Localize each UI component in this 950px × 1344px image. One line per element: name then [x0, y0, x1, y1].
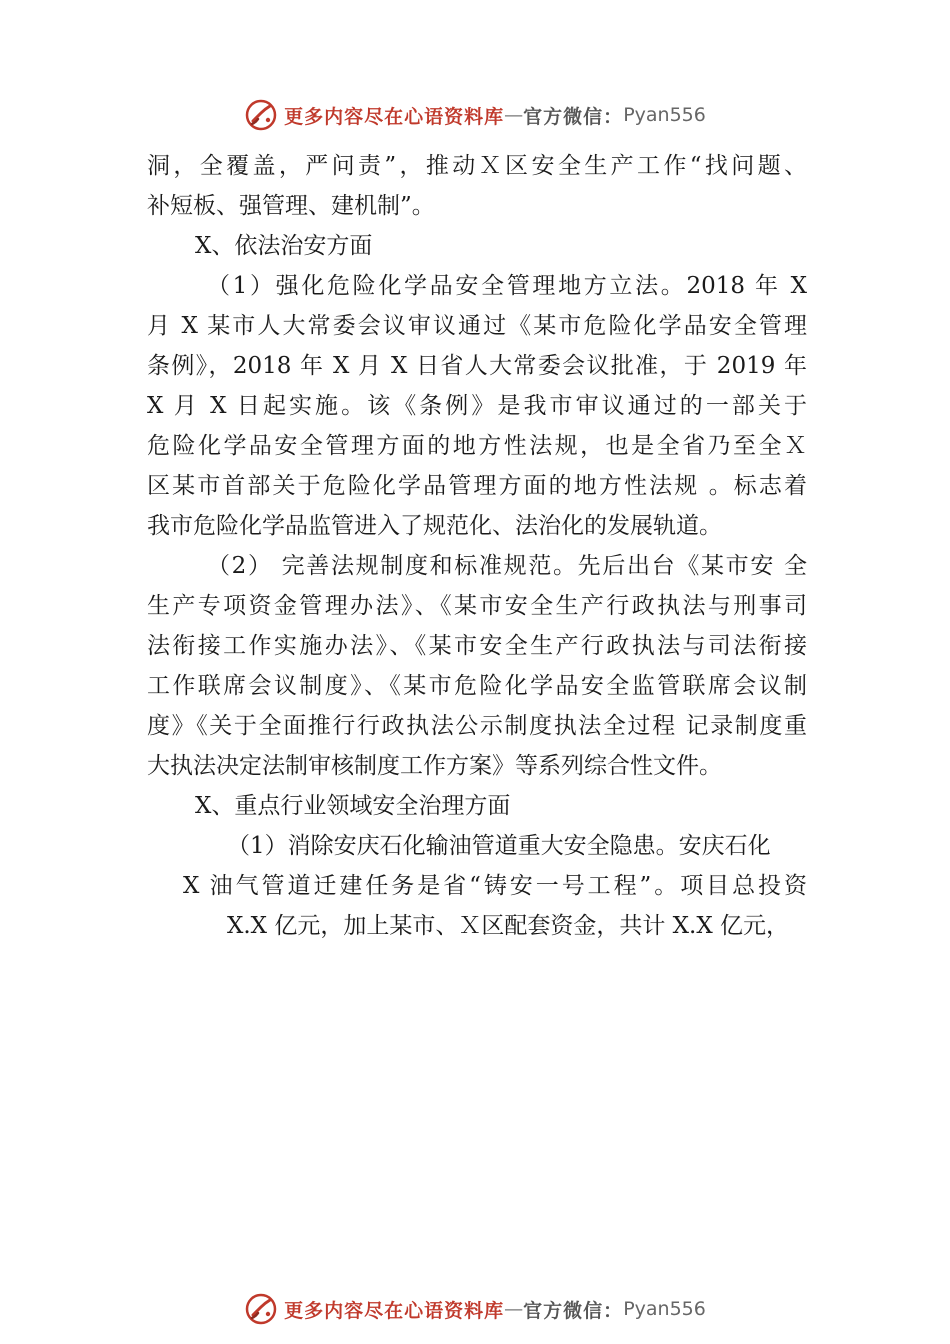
body-line: X 油气管道迁建任务是省“铸安一号工程”。项目总投资 [183, 873, 807, 899]
body-line: 洞，全覆盖，严问责”，推动Ｘ区安全生产工作“找问题、 [147, 153, 807, 179]
header-banner [0, 95, 950, 135]
body-line: X 月 X 日起实施。该《条例》是我市审议通过的一部关于 [147, 393, 807, 419]
body-line: 补短板、强管理、建机制”。 [147, 193, 435, 219]
body-line: X.X 亿元，加上某市、Ｘ区配套资金，共计 X.X 亿元， [227, 913, 790, 939]
banner-dash: — [504, 104, 524, 126]
banner-main-text: 更多内容尽在心语资料库 [284, 1299, 505, 1322]
body-line: （2） 完善法规制度和标准规范。先后出台《某市安 全 [207, 553, 807, 579]
document-body [147, 146, 807, 946]
brush-logo-icon [244, 1292, 278, 1326]
banner-wechat-label: 官方微信： [523, 105, 624, 128]
body-line: 条例》，2018 年 X 月 X 日省人大常委会议批准，于 2019 年 [147, 353, 807, 379]
banner-wechat-id: Pyan556 [623, 104, 706, 126]
brush-logo-icon [244, 98, 278, 132]
body-line: 工作联席会议制度》、《某市危险化学品安全监管联席会议制 [147, 673, 807, 699]
body-line: （1）强化危险化学品安全管理地方立法。2018 年 X [207, 273, 807, 299]
body-line: 法衔接工作实施办法》、《某市安全生产行政执法与司法衔接 [147, 633, 807, 659]
section-heading: X、依法治安方面 [195, 233, 373, 259]
footer-banner [0, 1289, 950, 1329]
body-line: 我市危险化学品监管进入了规范化、法治化的发展轨道。 [147, 513, 722, 539]
body-line: 大执法决定法制审核制度工作方案》等系列综合性文件。 [147, 753, 722, 779]
section-heading: X、重点行业领域安全治理方面 [195, 793, 511, 819]
banner-wechat-id: Pyan556 [623, 1298, 706, 1320]
body-line: 月 X 某市人大常委会议审议通过《某市危险化学品安全管理 [147, 313, 807, 339]
banner-dash: — [504, 1298, 524, 1320]
body-line: 危险化学品安全管理方面的地方性法规，也是全省乃至全Ｘ [147, 433, 807, 459]
body-line: 区某市首部关于危险化学品管理方面的地方性法规 。标志着 [147, 473, 807, 499]
banner-wechat-label: 官方微信： [523, 1299, 624, 1322]
body-line: 生产专项资金管理办法》、《某市安全生产行政执法与刑事司 [147, 593, 807, 619]
body-line: （1）消除安庆石化输油管道重大安全隐患。安庆石化 [227, 833, 771, 859]
body-line: 度》《关于全面推行行政执法公示制度执法全过程 记录制度重 [147, 713, 807, 739]
banner-main-text: 更多内容尽在心语资料库 [284, 105, 505, 128]
